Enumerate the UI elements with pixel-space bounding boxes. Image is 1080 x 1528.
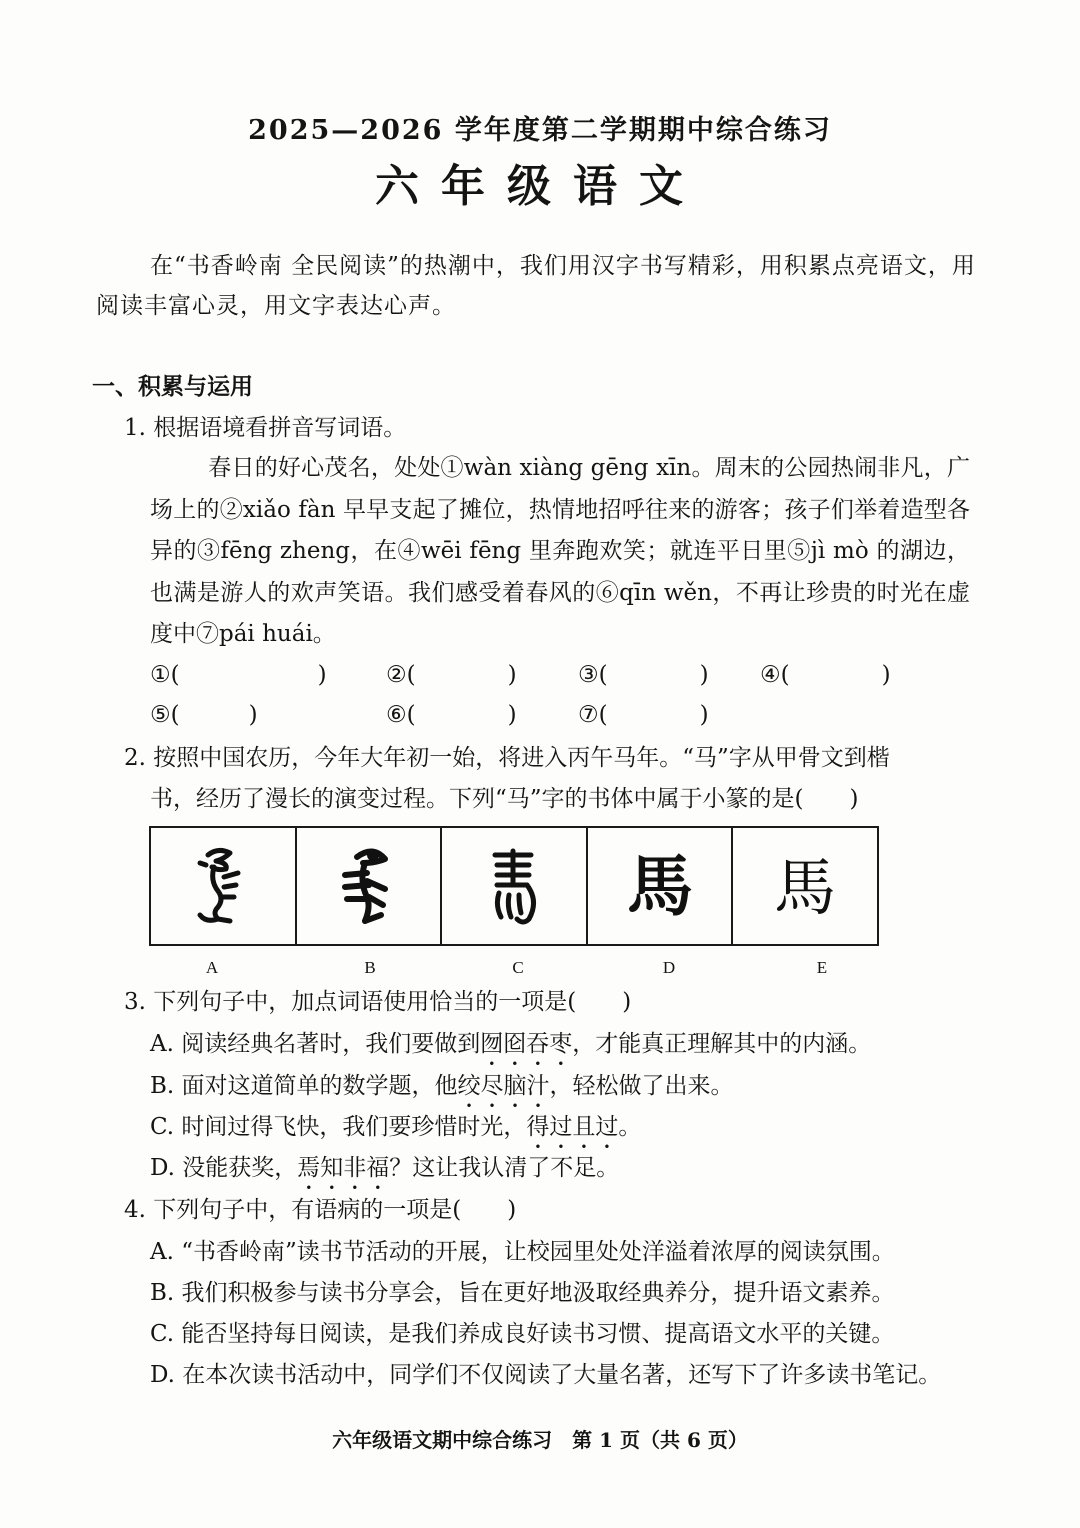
question-4-option-d[interactable]: D. 在本次读书活动中，同学们不仅阅读了大量名著，还写下了许多读书笔记。 <box>150 1362 942 1388</box>
glyph-cell-d[interactable] <box>588 828 734 944</box>
glyph-label-a: A <box>205 958 219 977</box>
option-text: D. 没能获奖， <box>150 1155 298 1181</box>
option-text: B. 面对这道简单的数学题，他 <box>150 1073 458 1099</box>
dotted-word: 囫囵吞枣 <box>480 1031 573 1057</box>
glyph-label-b: B <box>364 958 376 977</box>
glyph-cell-a[interactable] <box>151 828 297 944</box>
answer-blank-5[interactable]: ⑤( ) <box>150 702 258 728</box>
page-footer: 六年级语文期中综合练习 第 1 页（共 6 页） <box>332 1428 748 1452</box>
glyph-cell-b[interactable] <box>297 828 443 944</box>
glyph-label-c: C <box>512 958 524 977</box>
option-text: C. 时间过得飞快，我们要珍惜时光， <box>150 1114 527 1140</box>
dotted-word: 得过且过 <box>526 1114 619 1140</box>
answer-blank-7[interactable]: ⑦( ) <box>578 702 709 728</box>
glyph-labels <box>149 958 879 982</box>
glyph-cell-c[interactable] <box>442 828 588 944</box>
question-2-line-1: 2. 按照中国农历，今年大年初一始，将进入丙午马年。“马”字从甲骨文到楷 <box>124 745 890 771</box>
answer-blank-6[interactable]: ⑥( ) <box>386 702 517 728</box>
bronze-horse-glyph <box>323 841 413 931</box>
option-text: ，才能真正理解其中的内涵。 <box>572 1031 872 1057</box>
question-3-option-a[interactable] <box>150 1024 871 1071</box>
option-text: ，轻松做了出来。 <box>549 1073 734 1099</box>
question-3-option-c[interactable] <box>150 1107 641 1154</box>
option-text: ？这让我认清了不足。 <box>389 1155 620 1181</box>
glyph-label-d: D <box>662 958 676 977</box>
question-2-line-2: 书，经历了漫长的演变过程。下列“马”字的书体中属于小篆的是( ) <box>150 786 859 812</box>
question-1-title: 1. 根据语境看拼音写词语。 <box>124 415 407 441</box>
answer-blank-2[interactable]: ②( ) <box>386 662 517 688</box>
subject-title: 六年级语文 <box>375 161 705 212</box>
intro-paragraph: 在“书香岭南 全民阅读”的热潮中，我们用汉字书写精彩，用积累点亮语文，用阅读丰富心灵，用文字表达心声。 <box>96 253 976 319</box>
clerical-glyph-text: 馬 <box>626 848 693 925</box>
regular-horse-glyph <box>760 841 850 931</box>
question-3-option-d[interactable] <box>150 1148 619 1195</box>
clerical-horse-glyph <box>615 841 705 931</box>
question-3-option-b[interactable] <box>150 1066 734 1113</box>
option-text: 。 <box>618 1114 642 1140</box>
question-3-title: 3. 下列句子中，加点词语使用恰当的一项是( ) <box>124 989 632 1015</box>
question-4-option-b[interactable]: B. 我们积极参与读书分享会，旨在更好地汲取经典养分，提升语文素养。 <box>150 1280 895 1306</box>
horse-character-table <box>149 826 879 946</box>
question-1-passage <box>150 448 970 656</box>
passage-text: 春日的好心茂名，处处①wàn xiàng gēng xīn。周末的公园热闹非凡，广场上的②xiǎo fàn 早早支起了摊位，热情地招呼往来的游客；孩子们举着造型各异的③fēng zheng，在④wēi fēng 里奔跑欢笑；就连平日里⑤jì mò 的湖边，也满是游人的欢声笑语。我们感受着春风的⑥qīn wěn，不再让珍贵的时光在虚度中⑦pái huái。 <box>150 455 970 647</box>
dotted-word: 焉知非福 <box>297 1155 390 1181</box>
question-4-title: 4. 下列句子中，有语病的一项是( ) <box>124 1197 517 1223</box>
answer-blank-3[interactable]: ③( ) <box>578 662 709 688</box>
answer-blank-4[interactable]: ④( ) <box>760 662 891 688</box>
question-2-title <box>124 738 974 820</box>
question-4-option-c[interactable]: C. 能否坚持每日阅读，是我们养成良好读书习惯、提高语文水平的关键。 <box>150 1321 895 1347</box>
section-heading: 一、积累与运用 <box>92 374 253 400</box>
oracle-bone-horse-glyph <box>178 841 268 931</box>
glyph-label-e: E <box>816 958 828 977</box>
small-seal-horse-glyph <box>469 841 559 931</box>
regular-glyph-text: 馬 <box>774 851 837 924</box>
option-text: A. 阅读经典名著时，我们要做到 <box>150 1031 481 1057</box>
glyph-cell-e[interactable] <box>733 828 877 944</box>
question-4-option-a[interactable]: A. “书香岭南”读书节活动的开展，让校园里处处洋溢着浓厚的阅读氛围。 <box>150 1239 895 1265</box>
answer-blank-1[interactable]: ①( ) <box>150 662 327 688</box>
dotted-word: 绞尽脑汁 <box>457 1073 550 1099</box>
exam-term-title: 2025—2026 学年度第二学期期中综合练习 <box>248 115 832 146</box>
